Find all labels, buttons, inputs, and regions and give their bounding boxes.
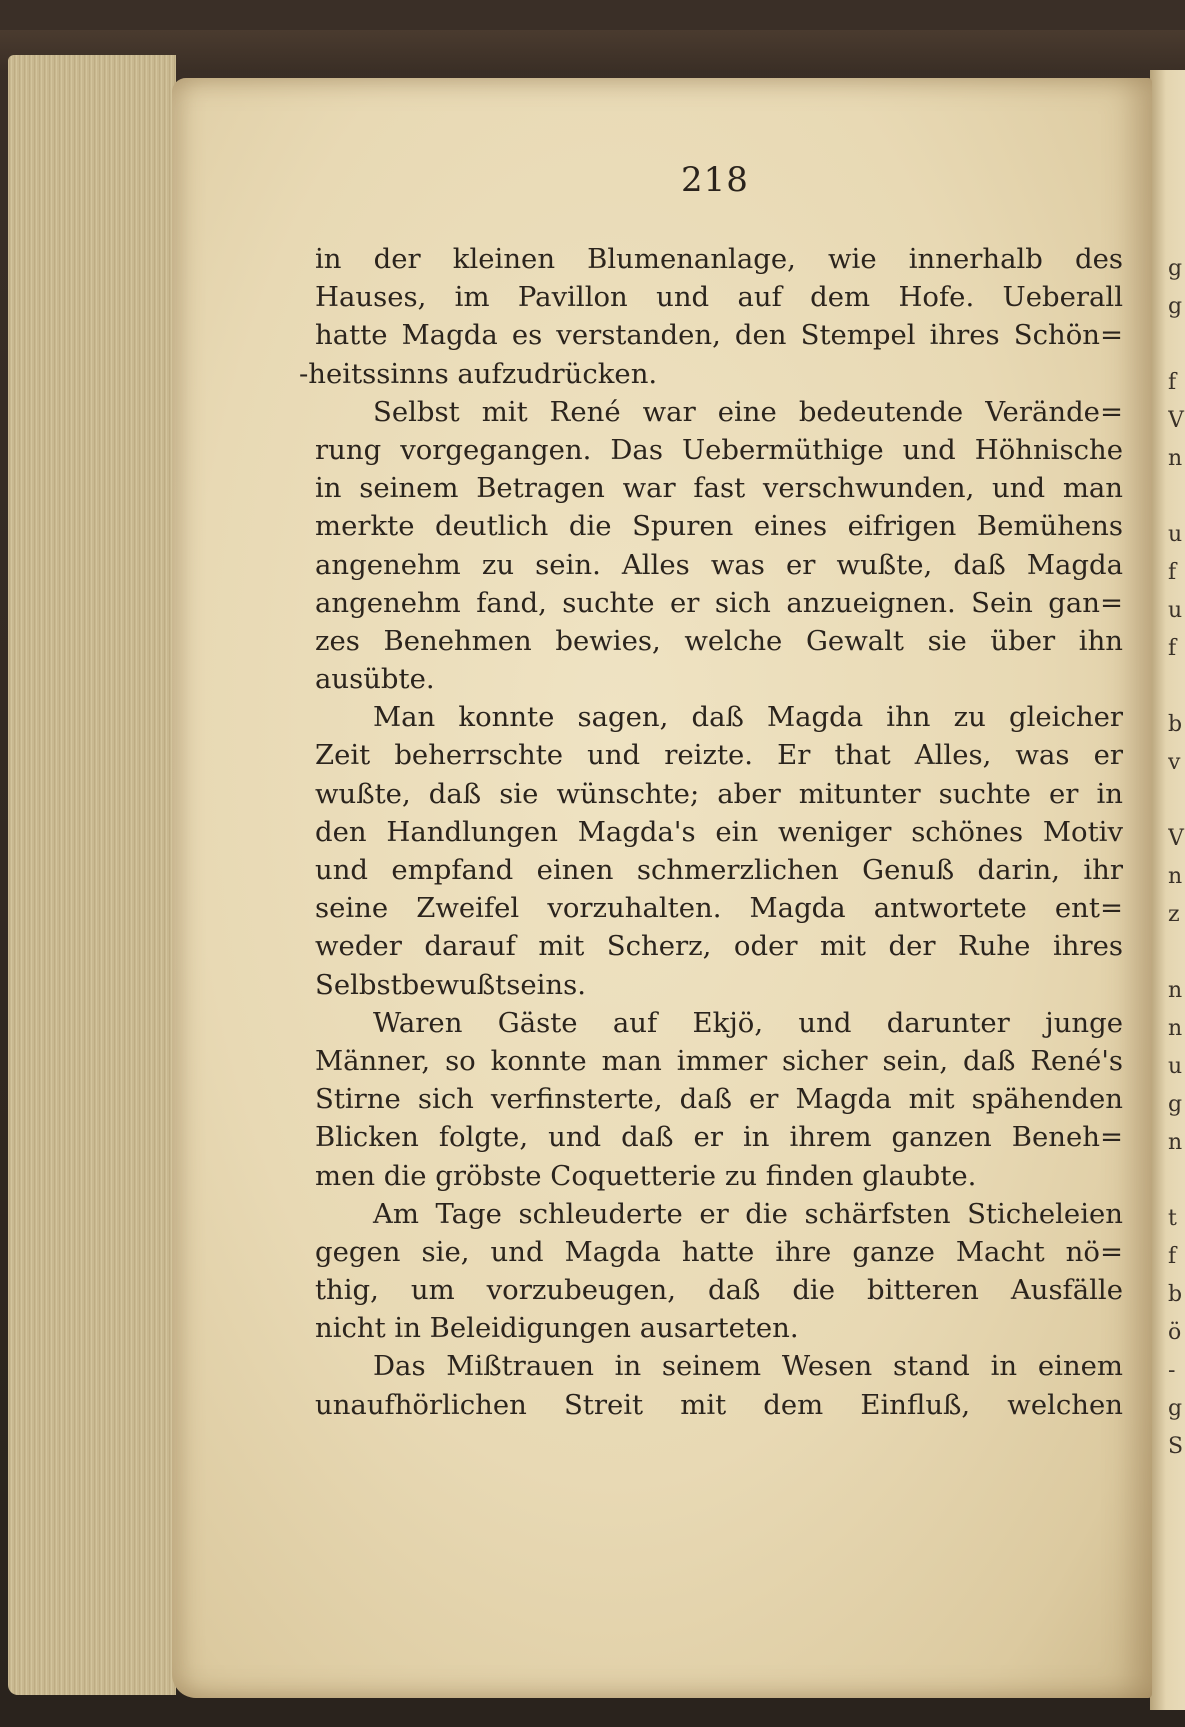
text-line: unaufhörlichen Streit mit dem Einfluß, welchen bbox=[315, 1388, 1123, 1421]
text-line: Männer, so konnte man immer sicher sein, daß René's bbox=[315, 1044, 1123, 1077]
text-line: ausübte. bbox=[315, 663, 435, 696]
text-line: Stirne sich verfinsterte, daß er Magda mit spähenden bbox=[315, 1083, 1123, 1116]
text-line: Das Mißtrauen in seinem Wesen stand in einem bbox=[373, 1350, 1123, 1383]
text-line: merkte deutlich die Spuren eines eifrigen Bemühens bbox=[315, 510, 1123, 543]
text-line: in seinem Betragen war fast verschwunden, und man bbox=[315, 472, 1123, 505]
text-line: angenehm zu sein. Alles was er wußte, daß Magda bbox=[315, 548, 1123, 581]
text-line: Zeit beherrschte und reizte. Er that Alles, was er bbox=[315, 739, 1123, 772]
text-line: den Handlungen Magda's ein weniger schönes Motiv bbox=[315, 815, 1123, 848]
text-line: hatte Magda es verstanden, den Stempel ihres Schön= bbox=[315, 319, 1123, 352]
page-number: 218 bbox=[681, 160, 749, 200]
text-line: Selbst mit René war eine bedeutende Verände= bbox=[373, 395, 1123, 428]
page-text bbox=[299, 240, 1123, 1424]
text-line: angenehm fand, suchte er sich anzueignen. Sein gan= bbox=[315, 586, 1123, 619]
text-line: thig, um vorzubeugen, daß die bitteren Ausfälle bbox=[315, 1274, 1123, 1307]
text-line: und empfand einen schmerzlichen Genuß darin, ihr bbox=[315, 854, 1123, 886]
text-line: Waren Gäste auf Ekjö, und darunter junge bbox=[373, 1006, 1123, 1039]
text-line: nicht in Beleidigungen ausarteten. bbox=[315, 1312, 799, 1345]
text-line: seine Zweifel vorzuhalten. Magda antwortete ent= bbox=[315, 892, 1123, 925]
text-line: men die gröbste Coquetterie zu finden glaubte. bbox=[315, 1159, 977, 1192]
text-line: Am Tage schleuderte er die schärfsten Sticheleien bbox=[373, 1197, 1123, 1230]
text-line: rung vorgegangen. Das Uebermüthige und Höhnische bbox=[315, 433, 1123, 466]
text-line: weder darauf mit Scherz, oder mit der Ruhe ihres bbox=[315, 930, 1123, 963]
text-line: Man konnte sagen, daß Magda ihn zu gleicher bbox=[373, 701, 1123, 734]
text-line: Hauses, im Pavillon und auf dem Hofe. Ueberall bbox=[315, 281, 1123, 314]
text-line: gegen sie, und Magda hatte ihre ganze Macht nö= bbox=[315, 1235, 1123, 1268]
facing-page-fragment: g g f V n u f u f b v V n z n n u g n t f b ö - g S bbox=[1168, 256, 1184, 1459]
text-line: -heitssinns aufzudrücken. bbox=[299, 357, 658, 390]
page-edges bbox=[8, 55, 176, 1695]
text-line: in der kleinen Blumenanlage, wie innerhalb des bbox=[315, 243, 1123, 275]
text-line: wußte, daß sie wünschte; aber mitunter suchte er in bbox=[315, 777, 1123, 810]
text-line: zes Benehmen bewies, welche Gewalt sie über ihn bbox=[315, 624, 1123, 657]
book-cover-edge bbox=[0, 30, 1185, 70]
text-line: Blicken folgte, und daß er in ihrem ganzen Beneh= bbox=[315, 1121, 1123, 1154]
text-line: Selbstbewußtseins. bbox=[315, 968, 586, 1001]
